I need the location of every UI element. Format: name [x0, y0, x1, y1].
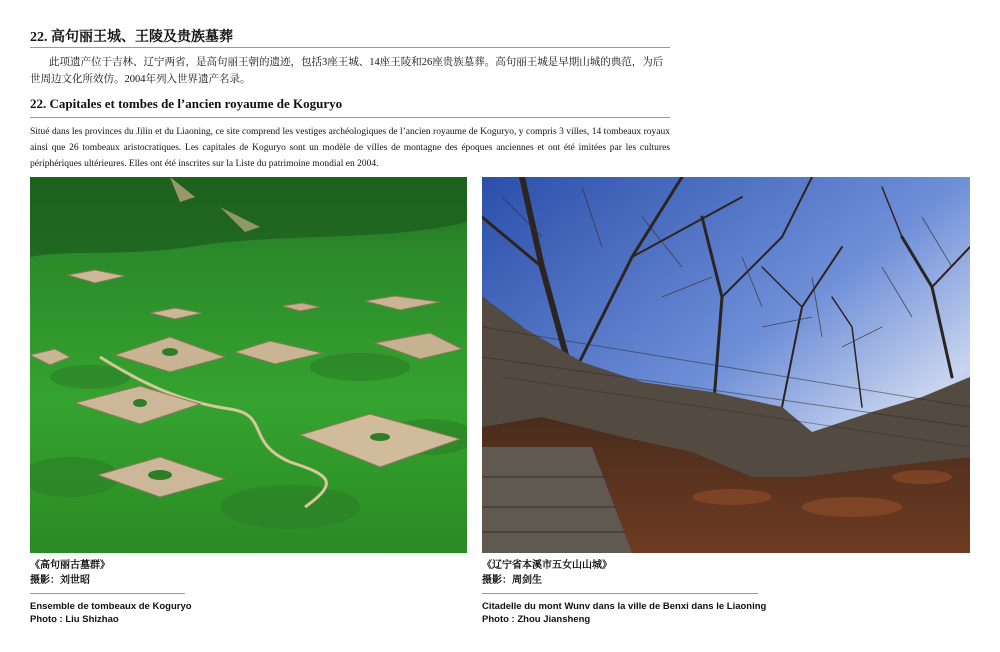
caption-zh: 《辽宁省本溪市五女山山城》 [482, 560, 612, 571]
photo-koguryo-tombs [30, 177, 467, 553]
photographer-fr: Photo : Liu Shizhao [30, 614, 119, 625]
rule-zh [30, 47, 670, 48]
caption-left [30, 558, 330, 626]
caption-fr: Citadelle du mont Wunv dans la ville de Benxi dans le Liaoning [482, 601, 767, 612]
caption-fr: Ensemble de tombeaux de Koguryo [30, 601, 192, 612]
rule-fr [30, 117, 670, 118]
caption-zh: 《高句丽古墓群》 [30, 560, 110, 571]
title-zh: 22. 高句丽王城、王陵及贵族墓葬 [30, 30, 233, 45]
photo-wunv-citadel [482, 177, 970, 553]
caption-rule [30, 593, 185, 594]
photographer-fr: Photo : Zhou Jiansheng [482, 614, 591, 625]
photographer-zh: 摄影：刘世昭 [30, 575, 90, 586]
photographer-zh: 摄影：周剑生 [482, 575, 542, 586]
caption-right [482, 558, 812, 626]
body-zh: 此项遗产位于吉林、辽宁两省，是高句丽王朝的遗迹，包括3座王城、14座王陵和26座贵族墓葬。高句丽王城是早期山城的典范，为后世周边文化所效仿。2004年列入世界遗产名录。 [30, 57, 664, 85]
caption-rule [482, 593, 758, 594]
citadel-illustration [482, 177, 970, 553]
title-fr: 22. Capitales et tombes de l’ancien royaume de Koguryo [30, 96, 343, 111]
tombs-illustration [30, 177, 467, 553]
body-fr: Situé dans les provinces du Jilin et du Liaoning, ce site comprend les vestiges archéologiques de l’ancien royaume de Koguryo, y compris 3 villes, 14 tombeaux royaux ainsi que 26 tombeaux aristocratiques. Les capitales de Koguryo sont un modèle de villes de montagne des époques anciennes et ont été imitées par les cultures périphériques ultérieures. Elles ont été inscrites sur la Liste du patrimoine mondial en 2004. [30, 127, 670, 169]
